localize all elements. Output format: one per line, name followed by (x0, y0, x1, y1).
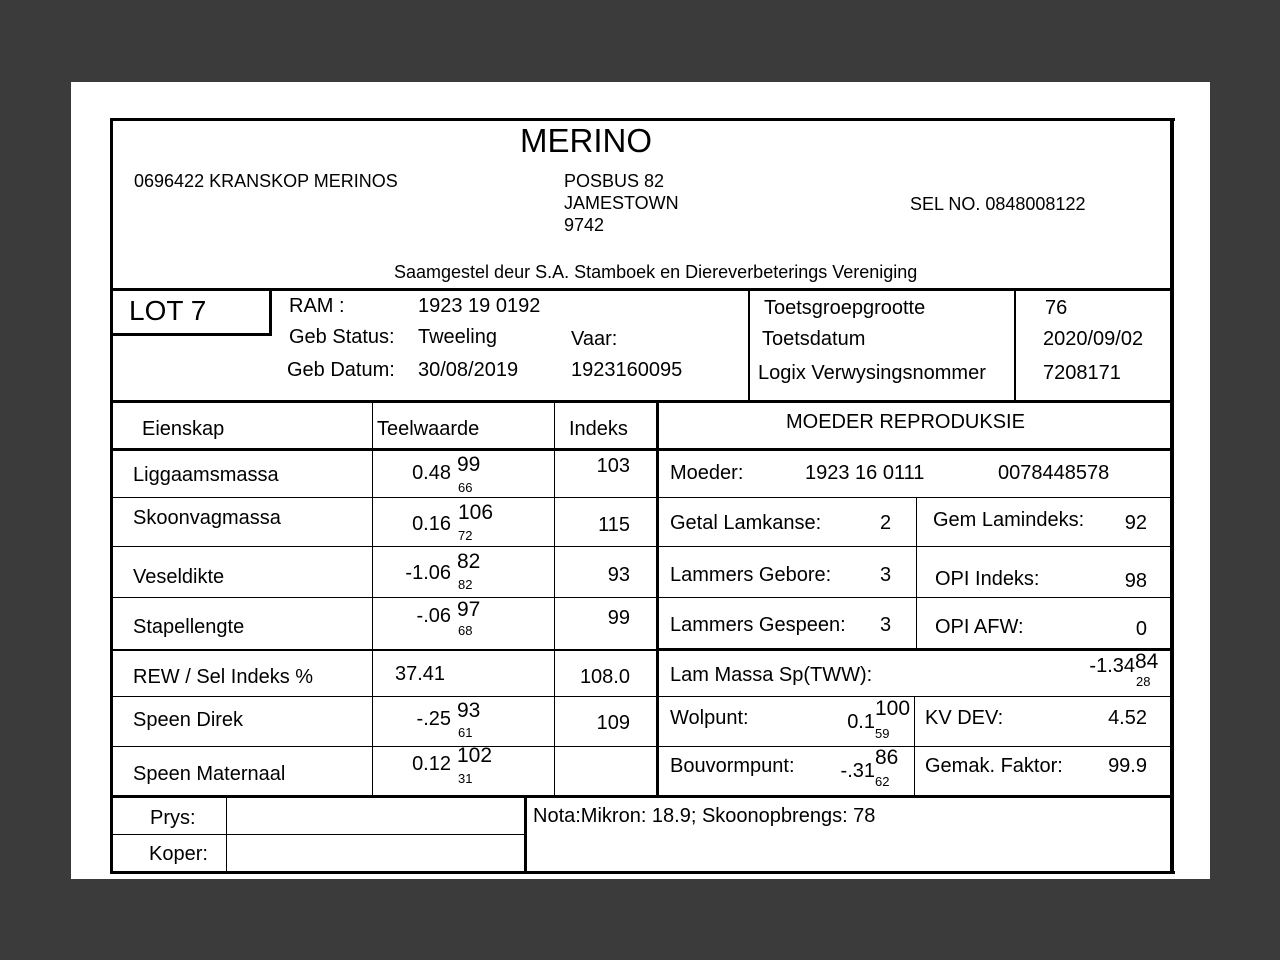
lammers-gespeen-label: Lammers Gespeen: (670, 614, 846, 636)
nota-text: Nota:Mikron: 18.9; Skoonopbrengs: 78 (533, 805, 876, 827)
mother-col-divider-b (914, 696, 915, 796)
test-date-value: 2020/09/02 (1043, 328, 1144, 350)
col-divider-2 (554, 402, 555, 796)
footer-row-line (113, 834, 525, 835)
bouvormpunt-label: Bouvormpunt: (670, 755, 795, 777)
kv-dev-label: KV DEV: (925, 707, 1004, 729)
address-line-3: 9742 (564, 215, 605, 235)
trait-sub: 66 (458, 480, 473, 495)
lot-number: LOT 7 (129, 295, 207, 326)
trait-value: -.25 (416, 708, 451, 730)
ram-value: 1923 19 0192 (418, 295, 541, 317)
frame-left (110, 118, 113, 874)
table-bottom-line (111, 795, 1173, 798)
lammers-gespeen-value: 3 (880, 614, 892, 636)
trait-sub: 82 (458, 577, 473, 592)
bouvormpunt-sub: 62 (875, 774, 890, 789)
vaar-label: Vaar: (571, 328, 618, 350)
gemak-faktor-label: Gemak. Faktor: (925, 755, 1063, 777)
lam-massa-sup: 84 (1135, 650, 1159, 673)
sel-number: SEL NO. 0848008122 (910, 194, 1086, 214)
trait-index: 99 (607, 607, 630, 629)
header-teelwaarde: Teelwaarde (377, 418, 480, 440)
group-size-label: Toetsgroepgrootte (764, 297, 926, 319)
moeder-number: 0078448578 (998, 462, 1110, 484)
trait-index: 93 (607, 564, 630, 586)
bouvormpunt-value: -.31 (840, 760, 875, 782)
logix-label: Logix Verwysingsnommer (758, 362, 986, 384)
trait-value: -1.06 (405, 562, 451, 584)
logix-value: 7208171 (1043, 362, 1121, 384)
trait-sup: 97 (457, 598, 481, 621)
trait-sup: 82 (457, 550, 481, 573)
vaar-value: 1923160095 (571, 359, 683, 381)
trait-name: Speen Maternaal (133, 763, 286, 785)
address-line-2: JAMESTOWN (564, 193, 679, 213)
ram-label: RAM : (289, 295, 345, 317)
gem-lamindeks-value: 92 (1124, 512, 1147, 534)
header-indeks: Indeks (569, 418, 628, 440)
geb-status-value: Tweeling (418, 326, 497, 348)
opi-afw-value: 0 (1135, 618, 1147, 640)
opi-indeks-label: OPI Indeks: (935, 568, 1040, 590)
frame-top (111, 118, 1175, 121)
trait-sup: 93 (457, 699, 481, 722)
address-line-1: POSBUS 82 (564, 171, 665, 191)
trait-name: REW / Sel Indeks % (133, 666, 314, 688)
wolpunt-sub: 59 (875, 726, 890, 741)
col-divider-1 (372, 402, 373, 796)
test-date-label: Toetsdatum (762, 328, 866, 350)
trait-index: 103 (596, 455, 630, 477)
mother-title: MOEDER REPRODUKSIE (786, 411, 1025, 433)
row-line-2 (111, 546, 1171, 547)
geb-status-label: Geb Status: (289, 326, 395, 348)
compiled-by: Saamgestel deur S.A. Stamboek en Diereverbeterings Vereniging (394, 262, 918, 282)
moeder-label: Moeder: (670, 462, 744, 484)
frame-bottom (111, 871, 1175, 874)
lam-massa-label: Lam Massa Sp(TWW): (670, 664, 873, 686)
trait-sub: 68 (458, 623, 473, 638)
trait-sub: 31 (458, 771, 473, 786)
opi-afw-label: OPI AFW: (935, 616, 1024, 638)
mother-col-divider-a (916, 497, 917, 648)
moeder-id: 1923 16 0111 (805, 462, 925, 484)
lam-massa-value: -1.34 (1089, 655, 1135, 677)
bouvormpunt-sup: 86 (875, 746, 899, 769)
geb-datum-label: Geb Datum: (287, 359, 395, 381)
trait-sup: 106 (458, 501, 494, 524)
trait-name: Veseldikte (133, 566, 225, 588)
row-line-3 (111, 597, 1171, 598)
trait-index: 109 (596, 712, 630, 734)
trait-index: 108.0 (579, 666, 630, 688)
row-line-5 (111, 696, 1171, 697)
breed-title: MERINO (520, 122, 652, 159)
test-box-mid (1014, 289, 1016, 402)
trait-sub: 61 (458, 725, 473, 740)
koper-label: Koper: (149, 843, 208, 865)
row-line-4 (111, 649, 656, 651)
trait-name: Stapellengte (133, 616, 245, 638)
row-line-1 (111, 497, 1171, 498)
lot-box-bottom (111, 333, 272, 336)
trait-value: 0.12 (412, 753, 451, 775)
trait-value: 37.41 (395, 663, 446, 685)
trait-sup: 99 (457, 453, 481, 476)
trait-sup: 102 (457, 744, 493, 767)
trait-value: 0.16 (412, 513, 451, 535)
group-size-value: 76 (1045, 297, 1068, 319)
trait-value: -.06 (416, 605, 451, 627)
trait-index: 115 (598, 514, 630, 536)
kv-dev-value: 4.52 (1108, 707, 1147, 729)
col-divider-3 (656, 402, 659, 796)
lammers-gebore-label: Lammers Gebore: (670, 564, 832, 586)
info-divider (111, 400, 1173, 403)
trait-name: Speen Direk (133, 709, 244, 731)
trait-value: 0.48 (412, 462, 451, 484)
trait-sub: 72 (458, 528, 473, 543)
row-line-6 (111, 746, 1171, 747)
row-line-4-right (656, 648, 1173, 651)
wolpunt-sup: 100 (875, 697, 911, 720)
lamkanse-label: Getal Lamkanse: (670, 512, 822, 534)
frame-right (1170, 118, 1174, 874)
lam-massa-sub: 28 (1136, 674, 1151, 689)
geb-datum-value: 30/08/2019 (418, 359, 519, 381)
trait-name: Liggaamsmassa (133, 464, 279, 486)
test-box-left (748, 289, 750, 402)
prys-label: Prys: (150, 807, 196, 829)
wolpunt-label: Wolpunt: (670, 707, 749, 729)
lammers-gebore-value: 3 (880, 564, 892, 586)
wolpunt-value: 0.1 (847, 711, 875, 733)
lamkanse-value: 2 (880, 512, 892, 534)
opi-indeks-value: 98 (1124, 570, 1147, 592)
table-header-line (111, 448, 1173, 451)
header-eienskap: Eienskap (142, 418, 225, 440)
breeder-name: 0696422 KRANSKOP MERINOS (134, 171, 398, 191)
gem-lamindeks-label: Gem Lamindeks: (933, 509, 1085, 531)
lot-box-right (269, 289, 272, 336)
gemak-faktor-value: 99.9 (1108, 755, 1147, 777)
trait-name: Skoonvagmassa (133, 507, 281, 529)
